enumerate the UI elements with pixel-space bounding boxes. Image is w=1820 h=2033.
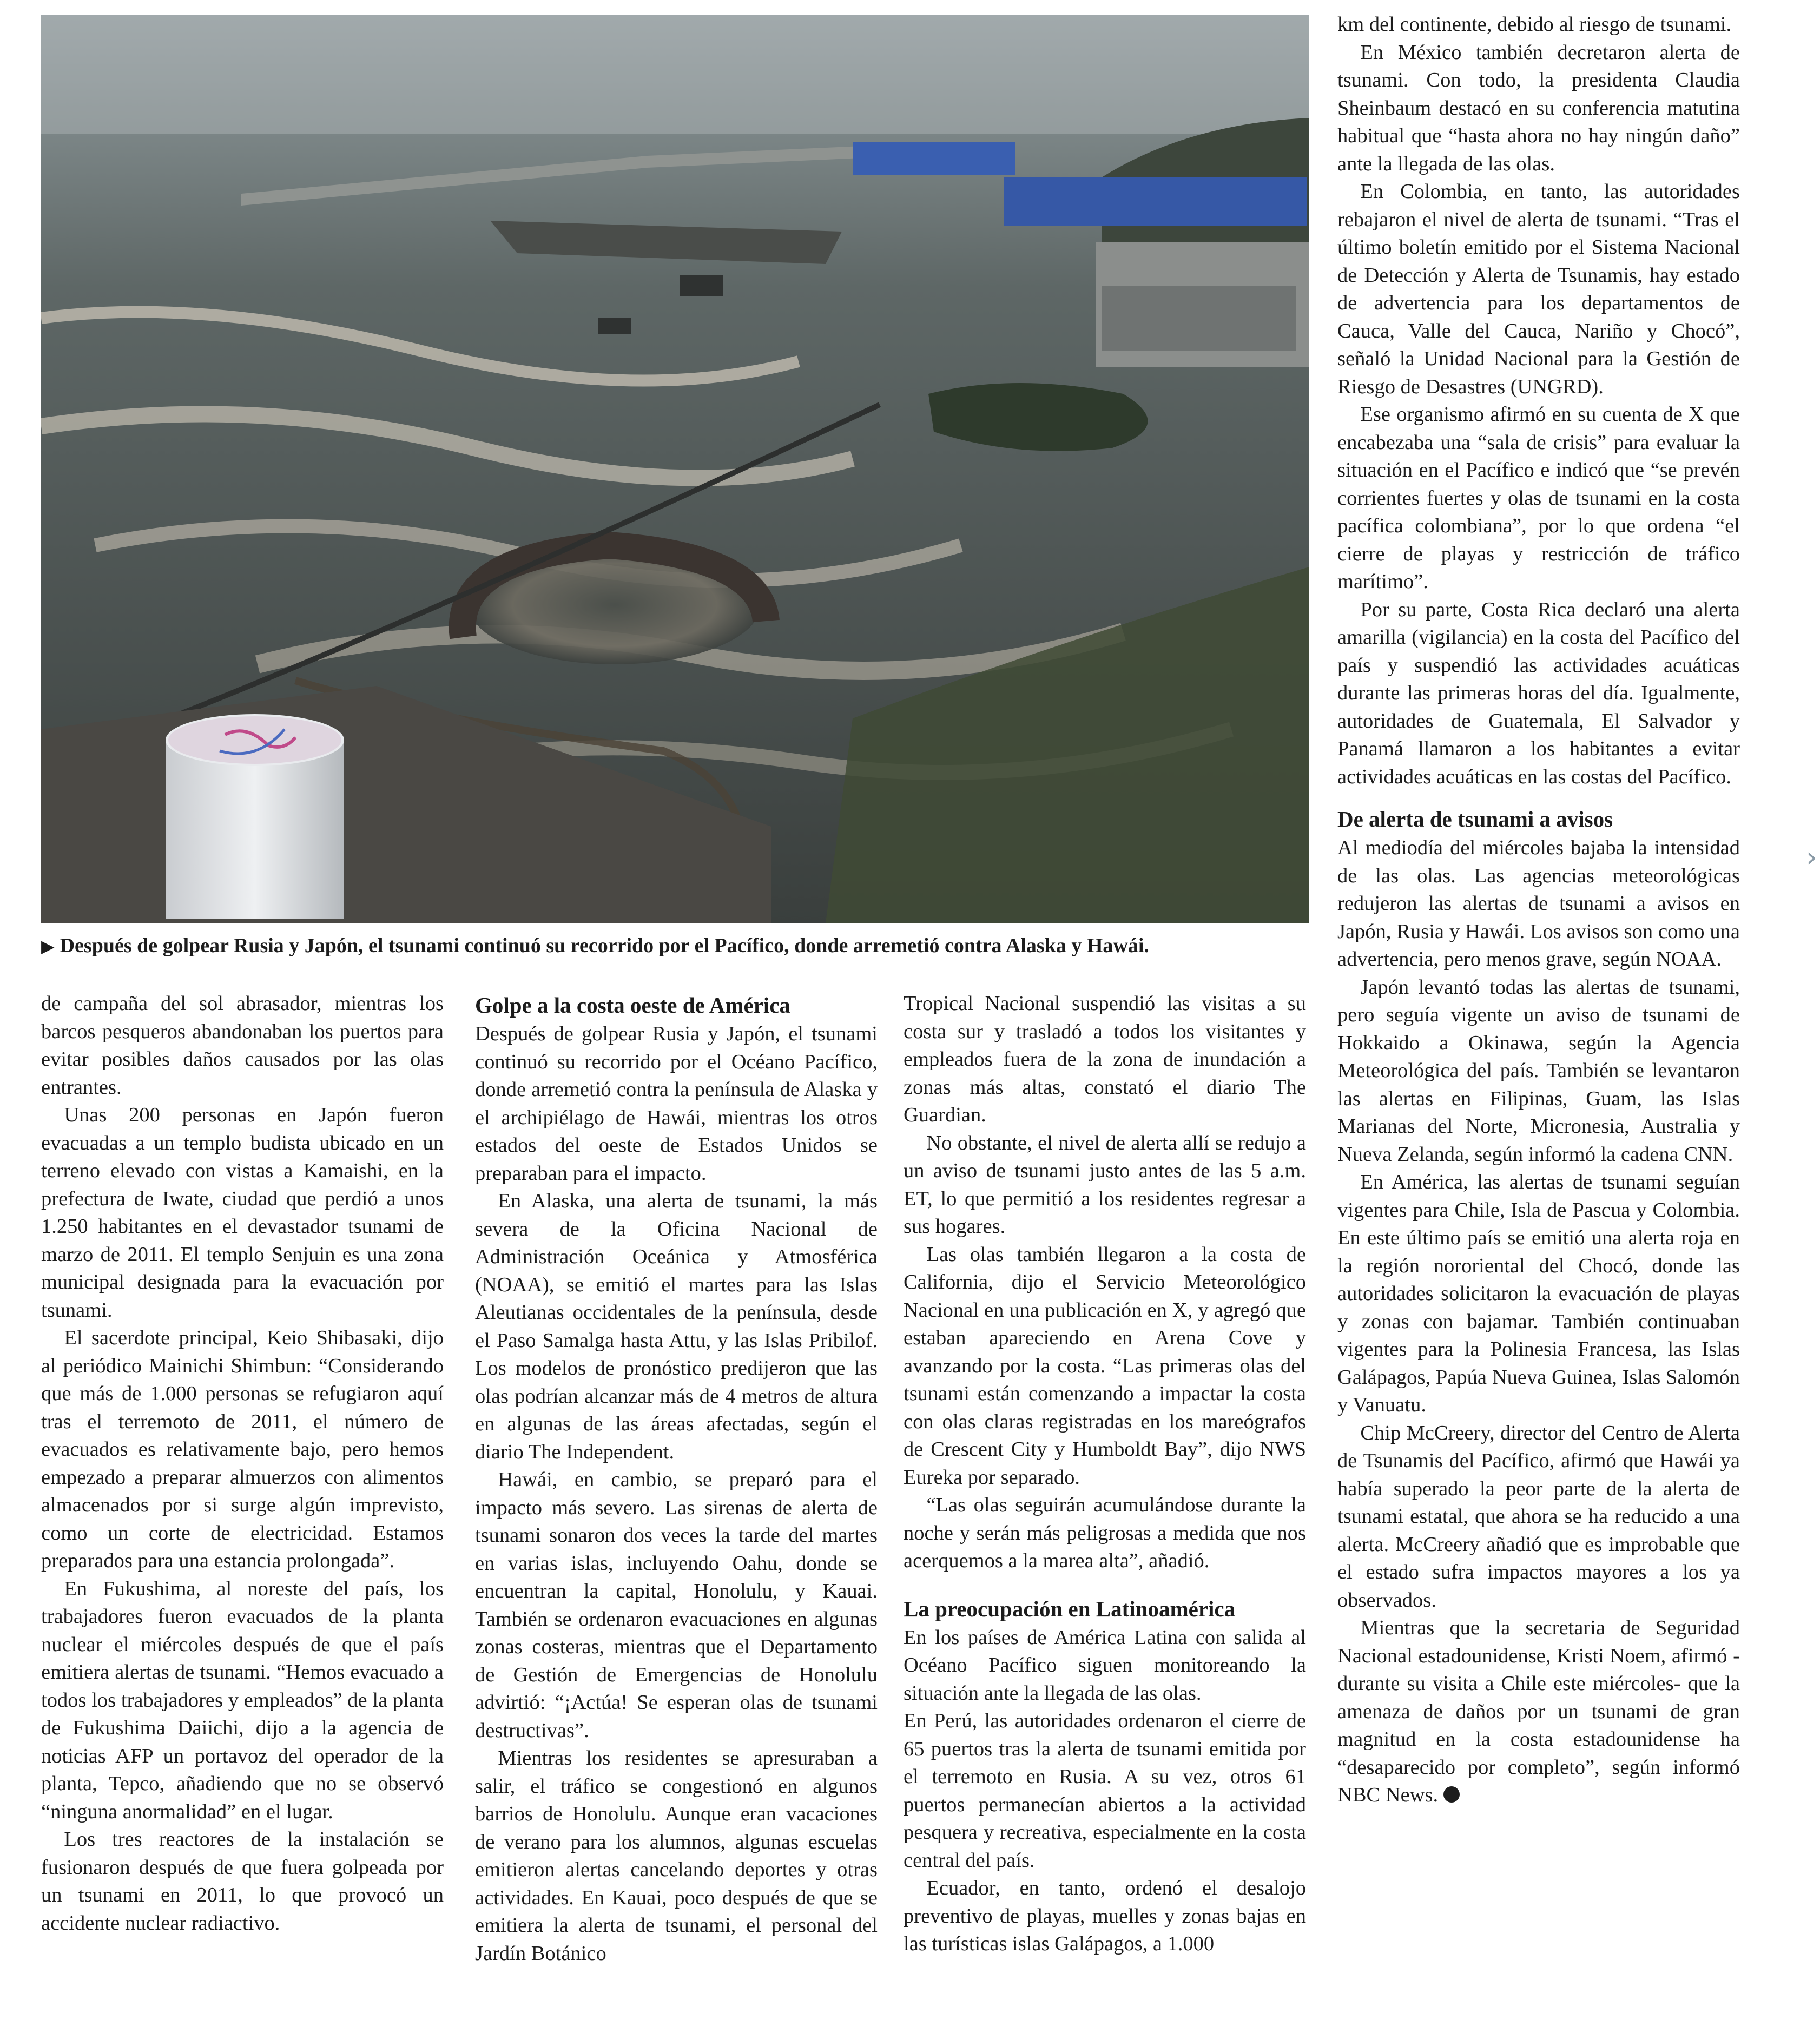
paragraph: En América, las alertas de tsunami seguían vigentes para Chile, Isla de Pascua y Colombia. En este último país se emitió una alerta roja en la región nororiental del Chocó, donde las autoridades solicitaron la evacuación de playas y zonas con bajamar. También continuaban vigentes para la Polinesia Francesa, las Islas Galápagos, Papúa Nueva Guinea, Islas Salomón y Vanuatu. xyxy=(1337,1171,1740,1416)
spacer xyxy=(1337,791,1740,804)
chevron-right-icon[interactable]: › xyxy=(1806,841,1817,874)
article-column-2 xyxy=(475,990,878,1968)
paragraph: En Perú, las autoridades ordenaron el cierre de 65 puertos tras la alerta de tsunami emitida por el terremoto en Rusia. A su vez, otros 61 puertos permanecían abiertos a la actividad pesquera y recreativa, especialmente en la costa central del país. xyxy=(904,1709,1306,1872)
paragraph: Tropical Nacional suspendió las visitas a su costa sur y trasladó a todos los visitantes y empleados fuera de la zona de inundación a zonas más altas, constató el diario The Guardian. xyxy=(904,992,1306,1126)
paragraph: En México también decretaron alerta de tsunami. Con todo, la presidenta Claudia Sheinbaum destacó en su conferencia matutina habitual que “hasta ahora no hay ningún daño” ante la llegada de las olas. xyxy=(1337,41,1740,175)
paragraph: En los países de América Latina con salida al Océano Pacífico siguen monitoreando la situación ante la llegada de las olas. xyxy=(904,1626,1306,1705)
paragraph: Los tres reactores de la instalación se fusionaron después de que fuera golpeada por un tsunami en 2011, lo que provocó un accidente nuclear radiactivo. xyxy=(41,1828,444,1935)
paragraph: No obstante, el nivel de alerta allí se redujo a un aviso de tsunami justo antes de las 5 a.m. ET, lo que permitió a los residentes regresar a sus hogares. xyxy=(904,1131,1306,1238)
tsunami-harbor-photo xyxy=(41,15,1309,923)
paragraph: “Las olas seguirán acumulándose durante la noche y serán más peligrosas a medida que nos acerquemos a la marea alta”, añadió. xyxy=(904,1494,1306,1572)
section-heading: La preocupación en Latinoamérica xyxy=(904,1596,1236,1621)
paragraph: Por su parte, Costa Rica declaró una alerta amarilla (vigilancia) en la costa del Pacífico del país y suspendió las actividades acuáticas durante las primeras horas del día. Igualmente, autoridades de Guatemala, El Salvador y Panamá llamaron a los habitantes a evitar actividades acuáticas en las costas del Pacífico. xyxy=(1337,598,1740,788)
paragraph: Al mediodía del miércoles bajaba la intensidad de las olas. Las agencias meteorológicas redujeron las alertas de tsunami a avisos en Japón, Rusia y Hawái. Los avisos son como una advertencia, pero menos grave, según NOAA. xyxy=(1337,836,1740,971)
paragraph xyxy=(1337,1614,1740,1810)
paragraph: Mientras los residentes se apresuraban a salir, el tráfico se congestionó en algunos barrios de Honolulu. Aunque eran vacaciones de verano para los alumnos, algunas escuelas emitieron alertas cancelando deportes y otras actividades. En Kauai, poco después de que se emitiera la alerta de tsunami, el personal del Jardín Botánico xyxy=(475,1747,878,1965)
paragraph-text: Mientras que la secretaria de Seguridad Nacional estadounidense, Kristi Noem, afirmó -durante su visita a Chile este miércoles- que la amenaza de daños por un tsunami de gran magnitud en la costa estadounidense ha “desaparecido por completo”, según informó NBC News. xyxy=(1337,1616,1740,1806)
photo-caption xyxy=(41,929,1309,962)
end-of-article-icon xyxy=(1443,1786,1460,1803)
paragraph: de campaña del sol abrasador, mientras los barcos pesqueros abandonaban los puertos para evitar posibles daños causados por las olas entrantes. xyxy=(41,992,444,1099)
article-column-4 xyxy=(1337,11,1740,1810)
paragraph: En Fukushima, al noreste del país, los trabajadores fueron evacuados de la planta nuclear el miércoles después de que el país emitiera alertas de tsunami. “Hemos evacuado a todos los trabajadores y empleados” de la planta de Fukushima Daiichi, dijo a la agencia de noticias AFP un portavoz del operador de la planta, Tepco, añadiendo que no se observó “ninguna anormalidad” en el lugar. xyxy=(41,1577,444,1823)
paragraph: Chip McCreery, director del Centro de Alerta de Tsunamis del Pacífico, afirmó que Hawái ya había superado la peor parte de la alerta de tsunami estatal, que ahora se ha reducido a una alerta. McCreery añadió que es improbable que el estado sufra impactos mayores a los ya observados. xyxy=(1337,1421,1740,1612)
paragraph: Unas 200 personas en Japón fueron evacuadas a un templo budista ubicado en un terreno elevado con vistas a Kamaishi, en la prefectura de Iwate, ciudad que perdió a unos 1.250 habitantes en el devastador tsunami de marzo de 2011. El templo Senjuin es una zona municipal designada para la evacuación por tsunami. xyxy=(41,1104,444,1322)
caption-triangle-icon: ▶ xyxy=(41,936,55,956)
paragraph: Hawái, en cambio, se preparó para el impacto más severo. Las sirenas de alerta de tsunami sonaron dos veces la tarde del martes en varias islas, incluyendo Oahu, donde se encuentran la capital, Honolulu, y Kauai. También se ordenaron evacuaciones en algunas zonas costeras, mientras que el Departamento de Gestión de Emergencias de Honolulu advirtió: “¡Actúa! Se esperan olas de tsunami destructivas”. xyxy=(475,1468,878,1742)
paragraph: En Alaska, una alerta de tsunami, la más severa de la Oficina Nacional de Administración Oceánica y Atmosférica (NOAA), se emitió el martes para las Islas Aleutianas occidentales de la península, desde el Paso Samalga hasta Attu, y las Islas Pribilof. Los modelos de pronóstico predijeron que las olas podrían alcanzar más de 4 metros de altura en algunas de las áreas afectadas, según el diario The Independent. xyxy=(475,1190,878,1463)
paragraph: Japón levantó todas las alertas de tsunami, pero seguía vigente un aviso de tsunami de Hokkaido a Okinawa, según la Agencia Meteorológica del país. También se levantaron las alertas en Filipinas, Guam, las Islas Marianas del Norte, Micronesia, Australia y Nueva Zelanda, según informó la cadena CNN. xyxy=(1337,975,1740,1166)
section-heading: Golpe a la costa oeste de América xyxy=(475,993,790,1018)
caption-text: Después de golpear Rusia y Japón, el tsunami continuó su recorrido por el Pacífico, donde arremetió contra Alaska y Hawái. xyxy=(60,934,1149,957)
paragraph: km del continente, debido al riesgo de tsunami. xyxy=(1337,13,1732,36)
paragraph: El sacerdote principal, Keio Shibasaki, dijo al periódico Mainichi Shimbun: “Considerando que más de 1.000 personas se refugiaron aquí tras el terremoto de 2011, el número de evacuados es relativamente bajo, pero hemos empezado a preparar almuerzos con alimentos almacenados por si surge algún imprevisto, como un corte de electricidad. Estamos preparados para una estancia prolongada”. xyxy=(41,1326,444,1572)
paragraph: Ese organismo afirmó en su cuenta de X que encabezaba una “sala de crisis” para evaluar la situación en el Pacífico e indicó que “se prevén corrientes fuertes y olas de tsunami en la costa pacífica colombiana”, por lo que ordena “el cierre de playas y restricción de tráfico marítimo”. xyxy=(1337,403,1740,593)
spacer xyxy=(904,1575,1306,1594)
article-column-1 xyxy=(41,990,444,1937)
section-heading: De alerta de tsunami a avisos xyxy=(1337,807,1613,831)
paragraph: Las olas también llegaron a la costa de California, dijo el Servicio Meteorológico Nacional en una publicación en X, y agregó que estaban apareciendo en Arena Cove y avanzando por la costa. “Las primeras olas del tsunami están comenzando a impactar la costa con olas claras registradas en los mareógrafos de Crescent City y Humboldt Bay”, dijo NWS Eureka por separado. xyxy=(904,1243,1306,1489)
paragraph: Ecuador, en tanto, ordenó el desalojo preventivo de playas, muelles y zonas bajas en las turísticas islas Galápagos, a 1.000 xyxy=(904,1877,1306,1955)
paragraph: En Colombia, en tanto, las autoridades rebajaron el nivel de alerta de tsunami. “Tras el último boletín emitido por el Sistema Nacional de Detección y Alerta de Tsunamis, hay estado de advertencia para los departamentos de Cauca, Valle del Cauca, Nariño y Chocó”, señaló la Unidad Nacional para la Gestión de Riesgo de Desastres (UNGRD). xyxy=(1337,180,1740,398)
article-column-3 xyxy=(904,990,1306,1958)
photo-illustration xyxy=(41,15,1309,923)
paragraph: Después de golpear Rusia y Japón, el tsunami continuó su recorrido por el Océano Pacífico, donde arremetió contra la península de Alaska y el archipiélago de Hawái, mientras los otros estados del oeste de Estados Unidos se preparaban para el impacto. xyxy=(475,1022,878,1185)
